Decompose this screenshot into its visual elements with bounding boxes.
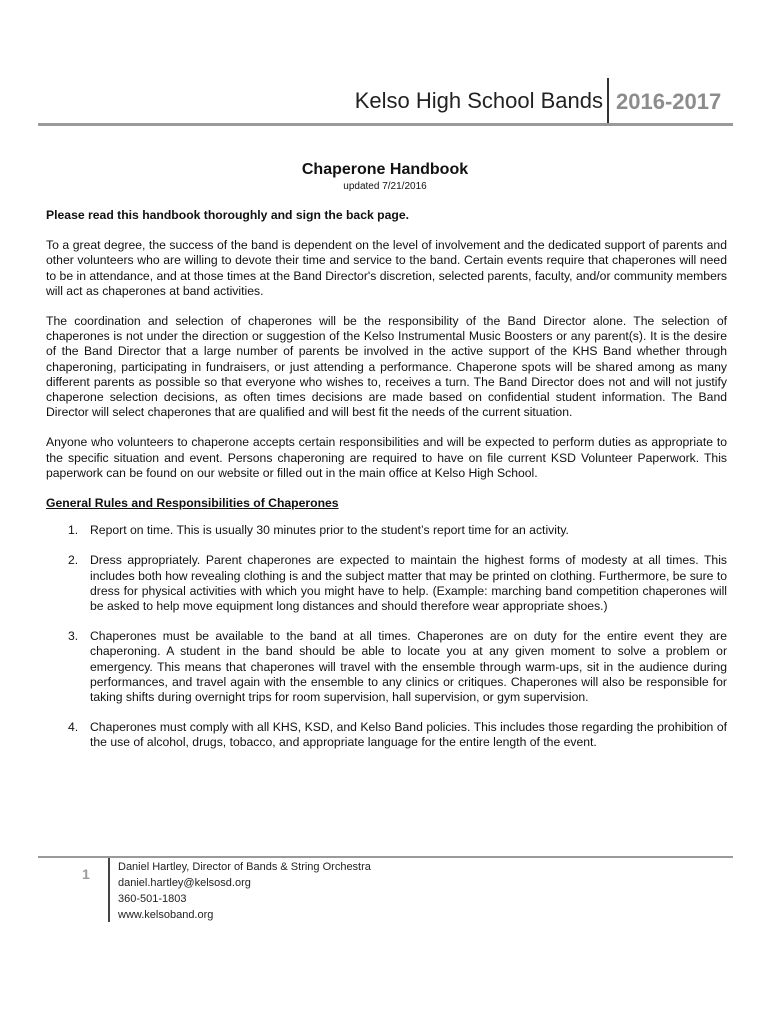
contact-name: Daniel Hartley, Director of Bands & String Orchestra <box>118 861 371 873</box>
rule-number: 3. <box>68 629 79 644</box>
document-updated-date: updated 7/21/2016 <box>343 181 427 192</box>
footer-contact <box>118 859 371 923</box>
rule-text: Chaperones must comply with all KHS, KSD, and Kelso Band policies. This includes those regarding the prohibition of the use of alcohol, drugs, tobacco, and appropriate language for the entire length of the event. <box>90 720 727 750</box>
header-rule <box>38 123 733 126</box>
rule-number: 1. <box>68 523 79 538</box>
header-year: 2016-2017 <box>616 89 722 114</box>
rule-number: 2. <box>68 553 79 568</box>
rules-list <box>46 523 727 750</box>
rule-item <box>46 523 727 538</box>
rule-number: 4. <box>68 720 79 735</box>
intro-instruction: Please read this handbook thoroughly and sign the back page. <box>46 208 409 222</box>
header-title: Kelso High School Bands <box>354 88 603 113</box>
contact-website: www.kelsoband.org <box>118 909 214 921</box>
footer-divider <box>108 858 110 922</box>
paragraph-support: To a great degree, the success of the band is dependent on the level of involvement and the dedicated support of parents and other volunteers who are willing to devote their time and service to the band. Certain events require that chaperones will need to be in attendance, and at those times at the Band Director's discretion, selected parents, faculty, and/or community members will act as chaperones at band activities. <box>46 238 727 298</box>
rule-item <box>46 629 727 705</box>
footer-rule <box>38 856 733 858</box>
document-body <box>46 208 727 766</box>
page-number: 1 <box>82 866 90 882</box>
paragraph-selection: The coordination and selection of chaperones will be the responsibility of the Band Director alone. The selection of chaperones is not under the direction or suggestion of the Kelso Instrumental Music Boosters or any parent(s). It is the desire of the Band Director that a large number of parents be involved in the active support of the KHS Band whether through chaperoning, participating in fundraisers, or just attending a performance. Chaperone spots will be shared among as many different parents as possible so that everyone who wishes to, receives a turn. The Band Director does not and will not justify chaperone selection decisions, as often times decisions are made based on confidential student information. The Band Director will select chaperones that are qualified and will best fit the needs of the current situation. <box>46 314 727 420</box>
contact-phone: 360-501-1803 <box>118 893 187 905</box>
section-heading: General Rules and Responsibilities of Chaperones <box>46 496 339 511</box>
rule-text: Dress appropriately. Parent chaperones are expected to maintain the highest forms of modesty at all times. This includes both how revealing clothing is and the subject matter that may be printed on clothing. Furthermore, be sure to dress for physical activities with which you might have to help. (Example: marching band competition chaperones will be asked to help move equipment long distances and should therefore wear appropriate shoes.) <box>90 553 727 614</box>
paragraph-responsibilities: Anyone who volunteers to chaperone accepts certain responsibilities and will be expected to perform duties as appropriate to the specific situation and event. Persons chaperoning are required to have on file current KSD Volunteer Paperwork. This paperwork can be found on our website or filled out in the main office at Kelso High School. <box>46 435 727 480</box>
header-divider <box>607 78 609 124</box>
rule-item <box>46 720 727 750</box>
rule-text: Report on time. This is usually 30 minutes prior to the student’s report time for an activity. <box>90 523 569 538</box>
document-title: Chaperone Handbook <box>301 161 469 178</box>
contact-email: daniel.hartley@kelsosd.org <box>118 877 251 889</box>
rule-text: Chaperones must be available to the band at all times. Chaperones are on duty for the entire event they are chaperoning. A student in the band should be able to locate you at any given moment to solve a problem or emergency. This means that chaperones will travel with the ensemble through warm-ups, sit in the audience during performances, and travel again with the ensemble to any clinics or critiques. Chaperones will also be responsible for taking shifts during overnight trips for room supervision, hall supervision, or gym supervision. <box>90 629 727 705</box>
page-header <box>38 78 733 126</box>
rule-item <box>46 553 727 614</box>
